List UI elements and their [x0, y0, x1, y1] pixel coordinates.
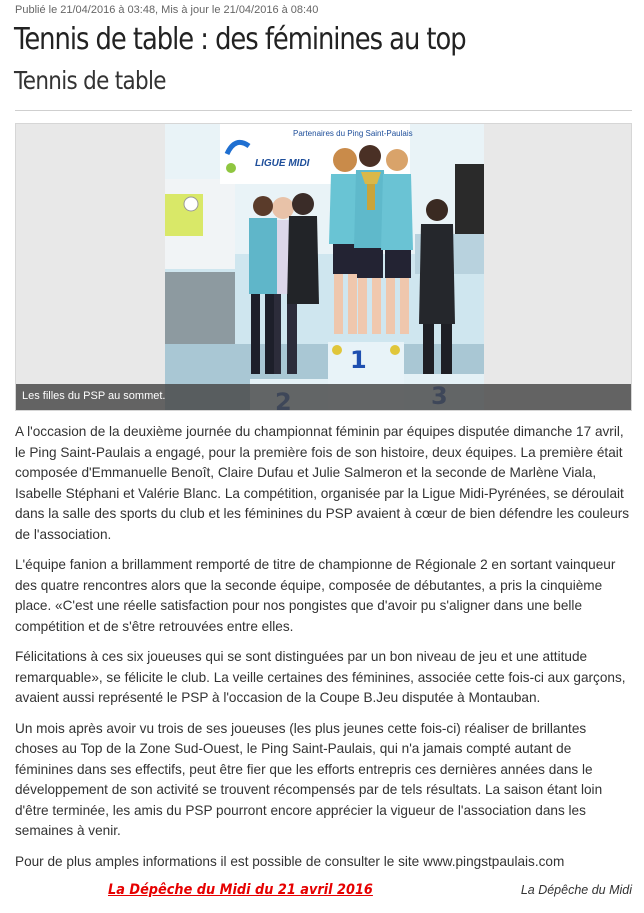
- article-photo: [15, 123, 632, 411]
- article-paragraph: Félicitations à ces six joueuses qui se sont distinguées par un bon niveau de jeu et une attitude remarquable», se félicite le club. La veille certaines des féminines, associée cette fois-ci aux garçons, avaient aussi représenté le PSP à l'occasion de la Coupe B.Jeu disputée à Montauban.: [15, 649, 626, 705]
- article-title: Tennis de table : des féminines au top: [14, 22, 466, 57]
- photo-caption-bar: [16, 384, 631, 410]
- article-body: [15, 422, 631, 882]
- header-divider: [15, 110, 632, 111]
- podium-photo-image: [165, 124, 484, 411]
- ligue-logo-text: LIGUE MIDI: [255, 158, 310, 169]
- article-paragraph: Un mois après avoir vu trois de ses joueuses (les plus jeunes cette fois-ci) réaliser de brillantes choses au Top de la Zone Sud-Ouest, le Ping Saint-Paulais, qui n'a jamais compté autant de féminines dans ses effectifs, peut être fier que les efforts entrepris ces dernières années dans le développement de son activité se trouvent récompensés par de tels résultats. La saison étant loin d'être terminée, les amis du PSP pourront encore apprécier la vigueur de l'association dans les semaines à venir.: [15, 720, 603, 838]
- article-category: Tennis de table: [14, 66, 166, 95]
- publication-meta: Publié le 21/04/2016 à 03:48, Mis à jour le 21/04/2016 à 08:40: [15, 4, 319, 16]
- banner-text: Partenaires du Ping Saint-Paulais: [293, 129, 413, 138]
- podium-number-1: 1: [350, 346, 367, 374]
- article-paragraph: L'équipe fanion a brillamment remporté de titre de championne de Régionale 2 en sortant vainqueur des quatre rencontres alors que la seconde équipe, composée de débutantes, a pris la cinquième place. «C'est une réelle satisfaction pour nos pongistes que d'avoir pu s'aligner dans une belle compétition et de s'être retrouvées entre elles.: [15, 557, 616, 634]
- article-paragraph: A l'occasion de la deuxième journée du championnat féminin par équipes disputée dimanche 17 avril, le Ping Saint-Paulais a engagé, pour la première fois de son histoire, deux équipes. La première était composée d'Emmanuelle Benoît, Claire Dufau et Julie Salmeron et la seconde de Marlène Viala, Isabelle Stéphani et Valérie Blanc. La compétition, organisée par la Ligue Midi-Pyrénées, se déroulait dans la salle des sports du club et les féminines du PSP avaient à cœur de bien défendre les couleurs de l'association.: [15, 424, 630, 542]
- photo-caption: Les filles du PSP au sommet.: [22, 390, 166, 402]
- source-link[interactable]: La Dépêche du Midi du 21 avril 2016: [108, 882, 373, 898]
- article-paragraph: Pour de plus amples informations il est possible de consulter le site www.pingstpaulais.com: [15, 853, 565, 869]
- source-credit: La Dépêche du Midi: [520, 883, 632, 897]
